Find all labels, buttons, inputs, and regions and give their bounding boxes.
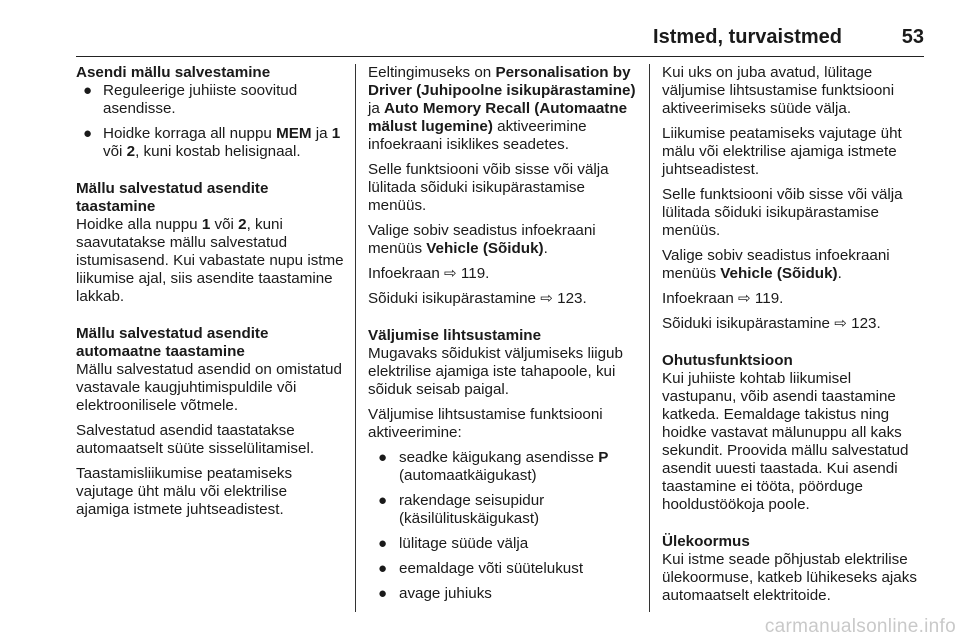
list-item: ● eemaldage võti süütelukust <box>378 560 584 577</box>
column-divider <box>355 64 356 612</box>
page-header <box>76 22 924 57</box>
paragraph: Selle funktsiooni võib sisse või välja lülitada sõiduki isikupärastamise menüüs. <box>368 161 609 214</box>
bullet-icon: ● <box>378 535 388 552</box>
bullet-icon: ● <box>83 125 93 142</box>
watermark: carmanualsonline.info <box>764 616 956 637</box>
bullet-icon: ● <box>83 82 93 99</box>
column-divider <box>649 64 650 612</box>
paragraph: Valige sobiv seadistus infoekraani menüüs Vehicle (Sõiduk). <box>662 247 890 282</box>
bullet-list <box>76 82 344 161</box>
bullet-list <box>368 449 636 603</box>
section-heading: Mällu salvestatud asendite automaatne taastamine <box>76 325 269 360</box>
paragraph: Väljumise lihtsustamise funktsiooni aktiveerimine: <box>368 406 603 441</box>
bullet-icon: ● <box>378 449 388 466</box>
paragraph: Salvestatud asendid taastatakse automaatselt süüte sisselülitamisel. <box>76 422 315 457</box>
section-heading: Asendi mällu salvestamine <box>76 64 271 81</box>
section-heading: Ohutusfunktsioon <box>662 352 793 369</box>
bullet-icon: ● <box>378 585 388 602</box>
section-heading: Mällu salvestatud asendite taastamine <box>76 180 269 215</box>
list-item: ● Reguleerige juhiiste soovitud asendisse. <box>83 82 298 117</box>
page-number: 53 <box>901 26 924 48</box>
list-item: ● rakendage seisupidur (käsilülituskäigukast) <box>378 492 545 527</box>
list-item: ● avage juhiuks <box>378 585 492 602</box>
cross-reference: Sõiduki isikupärastamine ⇨ 123. <box>662 315 881 332</box>
section-heading: Väljumise lihtsustamine <box>368 327 542 344</box>
paragraph: Liikumise peatamiseks vajutage üht mälu või elektrilise ajamiga istmete juhtseadistest. <box>662 125 902 178</box>
column-2 <box>368 64 636 610</box>
cross-reference: Infoekraan ⇨ 119. <box>368 265 490 282</box>
bullet-icon: ● <box>378 492 388 509</box>
paragraph: Eeltingimuseks on Personalisation by Driver (Juhipoolne isikupärastamine) ja Auto Memory Recall (Automaatne mälust lugemine) aktiveerimine infoekraani isiklikes seadetes. <box>368 64 636 153</box>
paragraph: Kui juhiiste kohtab liikumisel vastupanu, võib asendi taastamine katkeda. Eemaldage takistus ning hoidke vastavat mälunuppu all kaks sekundit. Proovida mällu salvestatud asendit uuesti taastada. Kui asendi taastamine ei tööta, pöörduge hooldustöökoja poole. <box>662 370 909 513</box>
paragraph: Hoidke alla nuppu 1 või 2, kuni saavutatakse mällu salvestatud istumisasend. Kui vabastate nupu istme liikumise ajal, siis asendite taastamine lakkab. <box>76 216 344 305</box>
paragraph: Valige sobiv seadistus infoekraani menüüs Vehicle (Sõiduk). <box>368 222 596 257</box>
cross-reference: Infoekraan ⇨ 119. <box>662 290 784 307</box>
cross-reference: Sõiduki isikupärastamine ⇨ 123. <box>368 290 587 307</box>
paragraph: Taastamisliikumise peatamiseks vajutage üht mälu või elektrilise ajamiga istmete juhtseadistest. <box>76 465 293 518</box>
list-item: ● lülitage süüde välja <box>378 535 529 552</box>
bullet-icon: ● <box>378 560 388 577</box>
section-heading: Ülekoormus <box>662 533 750 550</box>
column-1 <box>76 64 344 526</box>
paragraph: Kui istme seade põhjustab elektrilise ülekoormuse, katkeb lühikeseks ajaks automaatselt elektritoide. <box>662 551 917 604</box>
column-3 <box>662 64 924 612</box>
paragraph: Mällu salvestatud asendid on omistatud vastavale kaugjuhtimispuldile või elektroonilisele võtmele. <box>76 361 342 414</box>
page-title: Istmed, turvaistmed <box>653 26 842 48</box>
list-item: ● Hoidke korraga all nuppu MEM ja 1 või 2, kuni kostab helisignaal. <box>83 125 341 160</box>
list-item: ● seadke käigukang asendisse P (automaatkäigukast) <box>378 449 609 484</box>
paragraph: Selle funktsiooni võib sisse või välja lülitada sõiduki isikupärastamise menüüs. <box>662 186 903 239</box>
paragraph: Kui uks on juba avatud, lülitage väljumise lihtsustamise funktsiooni aktiveerimiseks süüde välja. <box>662 64 895 117</box>
paragraph: Mugavaks sõidukist väljumiseks liigub elektrilise ajamiga iste tahapoole, kui sõiduk seisab paigal. <box>368 345 623 398</box>
